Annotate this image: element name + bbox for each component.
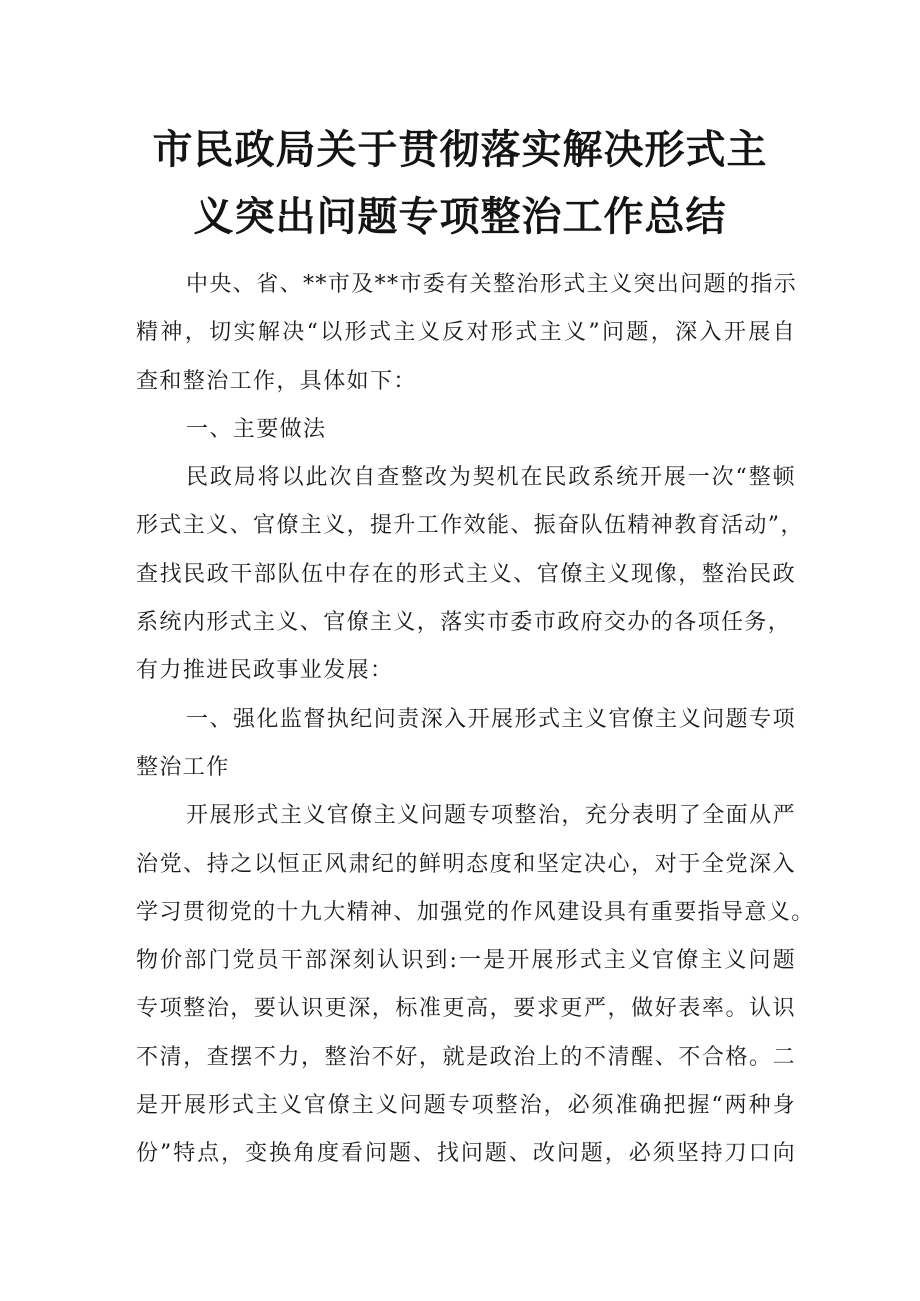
text-line: 一、主要做法 [186,416,327,442]
text-line: 是开展形式主义官僚主义问题专项整治，必须准确把握“两种身 [136,1093,796,1119]
paragraph-intro [136,261,796,406]
text-line: 份”特点，变换角度看问题、找问题、改问题，必须坚持刀口向 [136,1141,796,1167]
text-line: 专项整治，要认识更深，标准更高，要求更严，做好表率。认识 [136,996,796,1022]
paragraph-rectification [136,792,815,1178]
text-line: 查找民政干部队伍中存在的形式主义、官僚主义现像，整治民政 [136,561,796,587]
text-line: 治党、持之以恒正风肃纪的鲜明态度和坚定决心，对于全党深入 [136,851,796,877]
text-line: 精神，切实解决“以形式主义反对形式主义”问题，深入开展自 [136,320,796,346]
section-heading-supervision [136,696,796,793]
text-line: 一、强化监督执纪问责深入开展形式主义官僚主义问题专项 [186,706,796,732]
text-line: 中央、省、**市及**市委有关整治形式主义突出问题的指示 [186,272,798,297]
text-line: 形式主义、官僚主义，提升工作效能、振奋队伍精神教育活动”， [136,513,804,539]
text-line: 学习贯彻党的十九大精神、加强党的作风建设具有重要指导意义。 [136,899,815,925]
text-line: 整治工作 [136,754,230,780]
document-body [136,261,815,1179]
text-line: 系统内形式主义、官僚主义，落实市委市政府交办的各项任务， [136,610,792,636]
text-line: 开展形式主义官僚主义问题专项整治，充分表明了全面从严 [186,803,796,829]
paragraph-self-inspection [136,454,804,695]
section-heading-main-practices [136,406,796,454]
text-line: 不清，查摆不力，整治不好，就是政治上的不清醒、不合格。二 [136,1044,796,1070]
text-line: 有力推进民政事业发展： [136,658,394,684]
text-line: 民政局将以此次自查整改为契机在民政系统开展一次“整顿 [186,465,796,491]
document-title-line-2: 义突出问题专项整治工作总结 [193,194,727,240]
text-line: 查和整治工作，具体如下： [136,368,417,394]
document-title-line-1: 市民政局关于贯彻落实解决形式主 [152,127,768,173]
text-line: 物价部门党员干部深刻认识到:一是开展形式主义官僚主义问题 [136,948,796,974]
